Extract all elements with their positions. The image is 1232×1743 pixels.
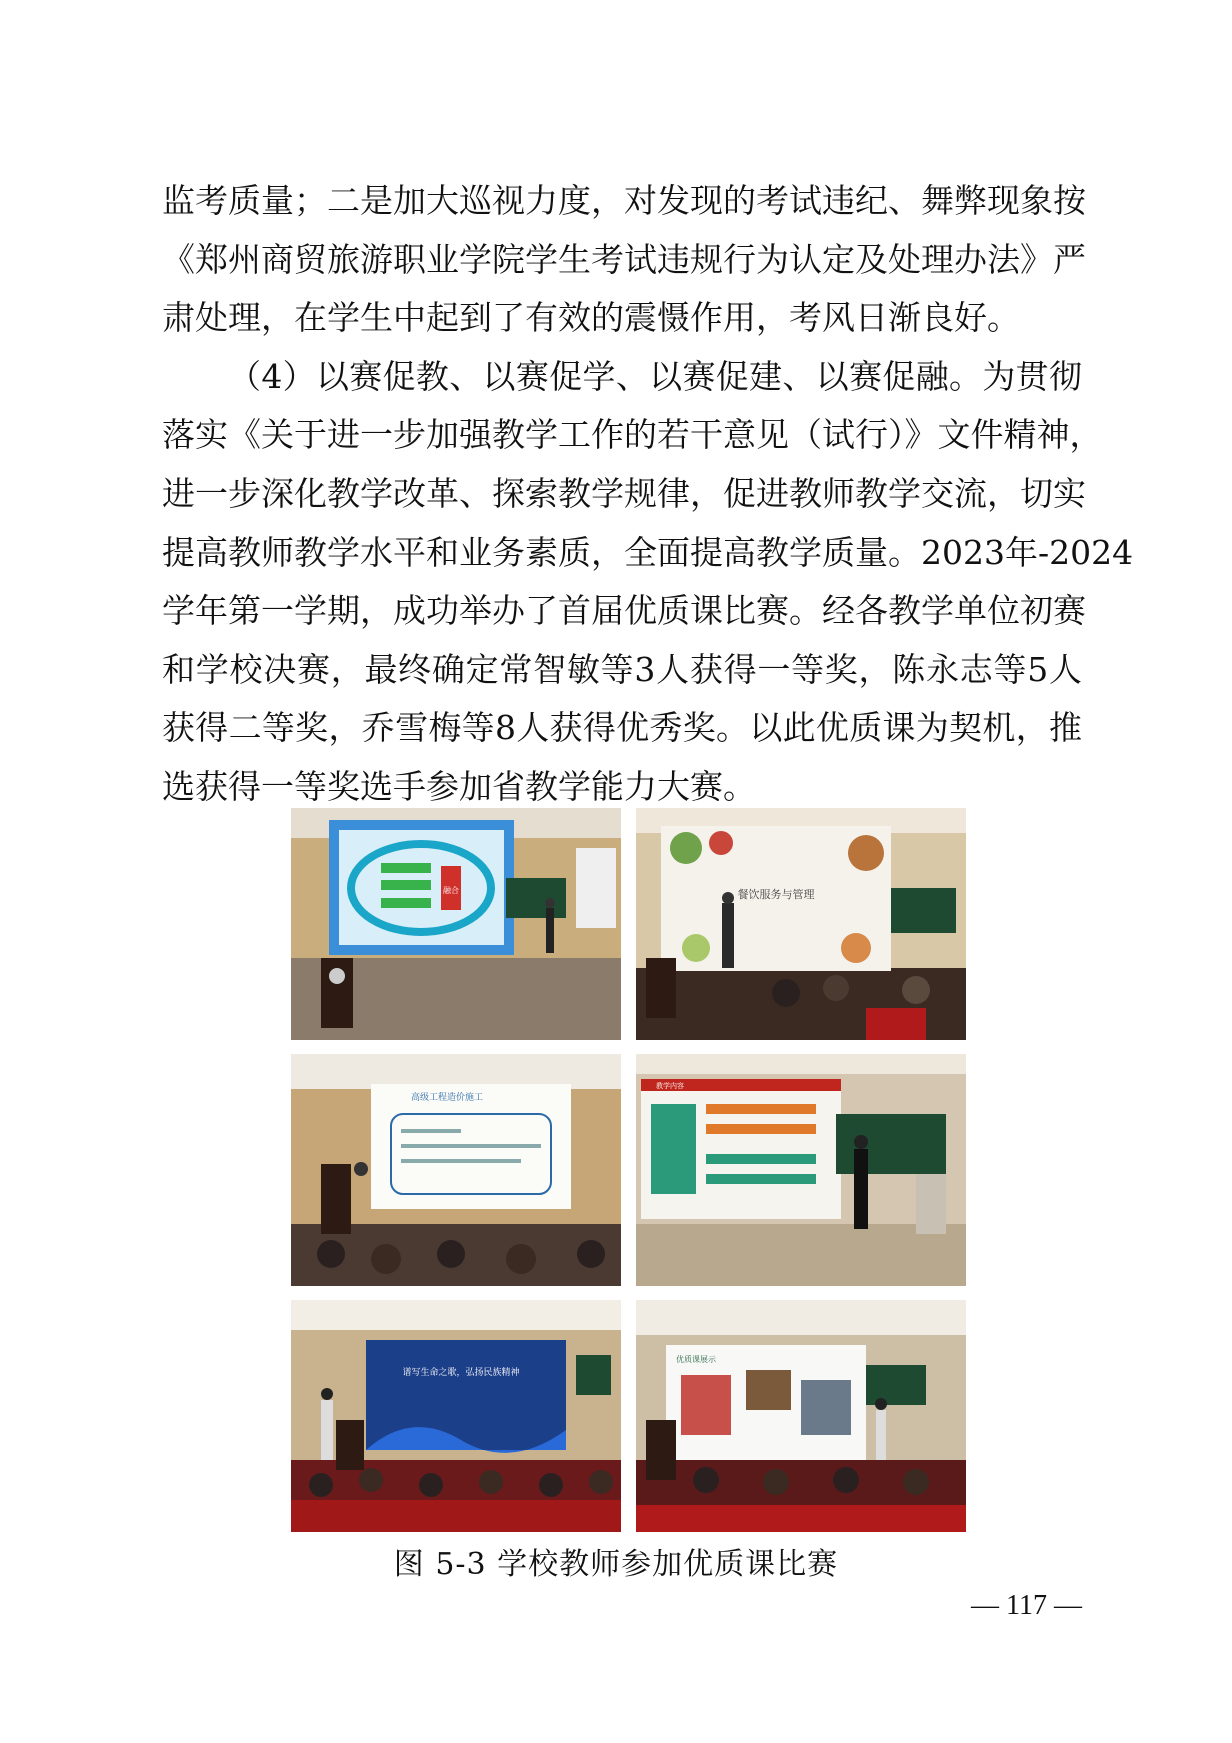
text-line: 获得二等奖，乔雪梅等8人获得优秀奖。以此优质课为契机，推: [162, 708, 1082, 748]
text-line: 进一步深化教学改革、探索教学规律，促进教师教学交流，切实: [162, 473, 1086, 513]
text-line: 提高教师教学水平和业务素质，全面提高教学质量。2023年-2024: [162, 532, 1134, 572]
body-text: [162, 172, 1134, 817]
screen-text: 谱写生命之歌，弘扬民族精神: [402, 1368, 520, 1378]
text-line: 肃处理，在学生中起到了有效的震慑作用，考风日渐良好。: [162, 298, 1020, 338]
text-line: 《郑州商贸旅游职业学院学生考试违规行为认定及处理办法》严: [162, 239, 1086, 279]
photo-lecture-hall-3: [291, 1054, 621, 1286]
photo-lecture-hall-2: [636, 808, 966, 1040]
screen-text: 优质课展示: [676, 1355, 716, 1364]
page-number: — 117 —: [971, 1590, 1082, 1621]
text-line: 和学校决赛，最终确定常智敏等3人获得一等奖，陈永志等5人: [162, 649, 1082, 689]
screen-text: 融合: [443, 886, 459, 895]
text-line: 监考质量；二是加大巡视力度，对发现的考试违纪、舞弊现象按: [162, 181, 1086, 220]
text-line: 选获得一等奖选手参加省教学能力大赛。: [162, 766, 756, 806]
screen-text: 餐饮服务与管理: [737, 888, 815, 901]
text-line: 落实《关于进一步加强教学工作的若干意见（试行）》文件精神，: [162, 415, 1103, 455]
photo-lecture-hall-5: [291, 1300, 621, 1532]
screen-text: 高级工程造价施工: [411, 1093, 484, 1103]
photo-lecture-hall-6: [636, 1300, 966, 1532]
text-line: （4）以赛促教、以赛促学、以赛促建、以赛促融。为贯彻: [228, 356, 1082, 396]
photo-lecture-hall-4: [636, 1054, 966, 1286]
figure-caption: 图 5-3 学校教师参加优质课比赛: [393, 1547, 839, 1582]
screen-text: 教学内容: [656, 1082, 684, 1090]
photo-grid: [291, 808, 966, 1532]
photo-lecture-hall-1: [291, 808, 621, 1040]
text-line: 学年第一学期，成功举办了首届优质课比赛。经各教学单位初赛: [162, 591, 1086, 631]
